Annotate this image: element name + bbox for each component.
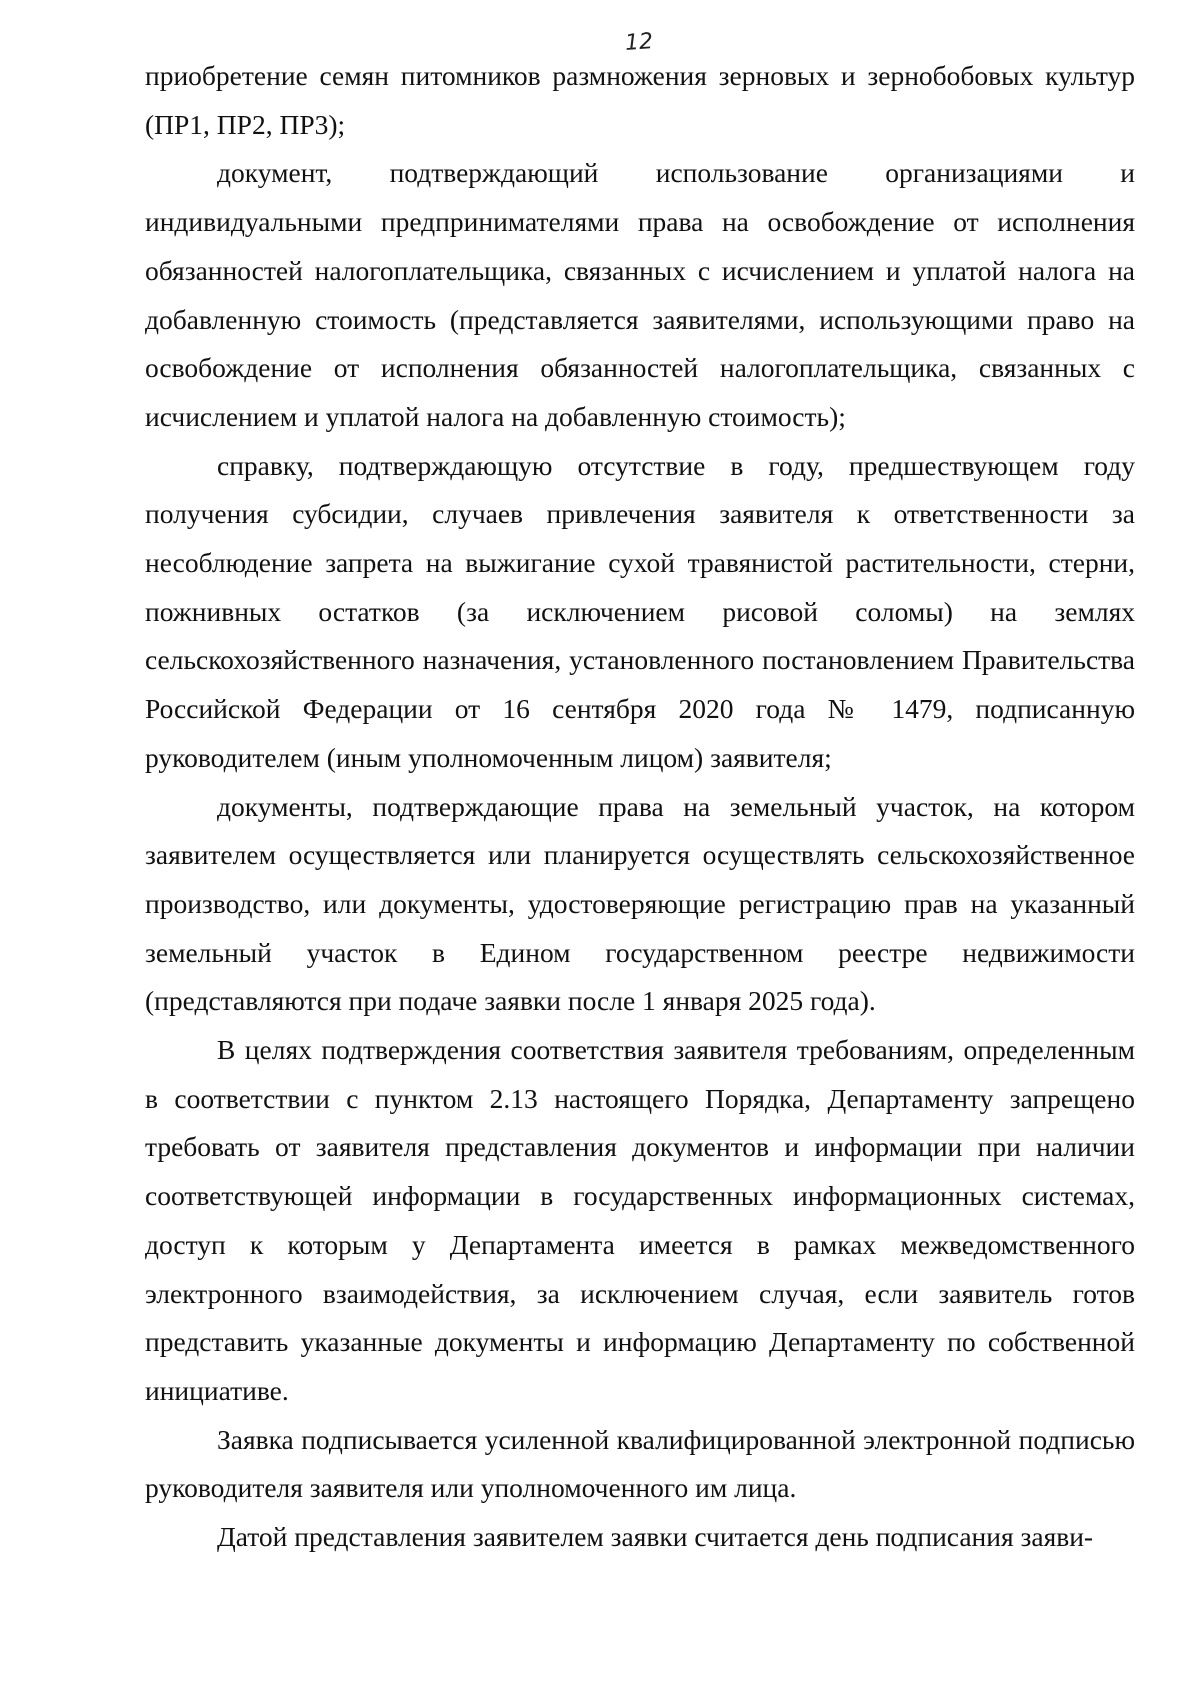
page-number: 12 (624, 29, 654, 56)
paragraph-electronic-signature: Заявка подписывается усиленной квалифицированной электронной подписью руководителя заявителя или уполномоченного им лица. (145, 1423, 1135, 1504)
paragraph-vat-exemption-document: документ, подтверждающий использование организациями и индивидуальными предпринимателями права на освобождение от исполнения обязанностей налогоплательщика, связанных с исчислением и уплатой налога на добавленную стоимость (представляется заявителями, использующими право на освобождение от исполнения обязанностей налогоплательщика, связанных с исчислением и уплатой налога на добавленную стоимость); (145, 157, 1135, 432)
paragraph-seed-purchase: приобретение семян питомников размножения зерновых и зернобобовых культур (ПР1, ПР2, ПР3); (145, 60, 1135, 140)
paragraph-submission-date: Датой представления заявителем заявки считается день подписания заяви- (217, 1521, 1094, 1553)
paragraph-burning-ban-certificate: справку, подтверждающую отсутствие в году, предшествующем году получения субсидии, случаев привлечения заявителя к ответственности за несоблюдение запрета на выжигание сухой травянистой растительности, стерни, пожнивных остатков (за исключением рисовой соломы) на землях сельскохозяйственного назначения, установленного постановлением Правительства Российской Федерации от 16 сентября 2020 года № 1479, подписанную руководителем (иным уполномоченным лицом) заявителя; (145, 449, 1135, 773)
paragraph-land-rights-documents: документы, подтверждающие права на земельный участок, на котором заявителем осуществляется или планируется осуществлять сельскохозяйственное производство, или документы, удостоверяющие регистрацию прав на указанный земельный участок в Едином государственном реестре недвижимости (представляются при подаче заявки после 1 января 2025 года). (145, 790, 1135, 1017)
paragraph-interagency-request: В целях подтверждения соответствия заявителя требованиям, определенным в соответствии с пунктом 2.13 настоящего Порядка, Департаменту запрещено требовать от заявителя представления документов и информации при наличии соответствующей информации в государственных информационных системах, доступ к которым у Департамента имеется в рамках межведомственного электронного взаимодействия, за исключением случая, если заявитель готов представить указанные документы и информацию Департаменту по собственной инициативе. (145, 1034, 1135, 1406)
document-body (145, 52, 1135, 1562)
